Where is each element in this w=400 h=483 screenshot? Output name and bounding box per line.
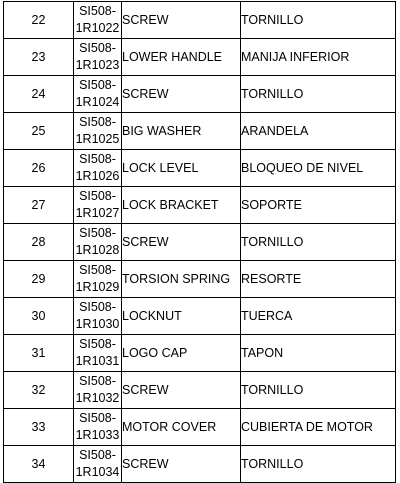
item-number-cell: 28: [4, 224, 74, 261]
part-number-cell: [74, 224, 122, 261]
item-number-cell: 29: [4, 261, 74, 298]
part-number-cell: [74, 150, 122, 187]
spanish-description-cell: RESORTE: [241, 261, 396, 298]
spanish-description-cell: BLOQUEO DE NIVEL: [241, 150, 396, 187]
table-row: [4, 409, 396, 446]
item-number-cell: 27: [4, 187, 74, 224]
part-number-cell: [74, 372, 122, 409]
english-description-cell: LOCK LEVEL: [122, 150, 241, 187]
part-number-prefix: SI508-: [79, 263, 116, 277]
part-number-cell: [74, 261, 122, 298]
part-number-prefix: SI508-: [79, 300, 116, 314]
part-number-prefix: SI508-: [79, 337, 116, 351]
english-description-cell: SCREW: [122, 2, 241, 39]
spanish-description-cell: MANIJA INFERIOR: [241, 39, 396, 76]
part-number-suffix: 1R1022: [75, 21, 120, 35]
part-number-suffix: 1R1033: [75, 428, 120, 442]
item-number-cell: 33: [4, 409, 74, 446]
english-description-cell: BIG WASHER: [122, 113, 241, 150]
item-number-cell: 32: [4, 372, 74, 409]
part-number-prefix: SI508-: [79, 411, 116, 425]
part-number-suffix: 1R1034: [75, 465, 120, 479]
part-number-prefix: SI508-: [79, 226, 116, 240]
table-row: [4, 335, 396, 372]
part-number-cell: [74, 298, 122, 335]
part-number-suffix: 1R1031: [75, 354, 120, 368]
table-row: [4, 150, 396, 187]
part-number-cell: [74, 446, 122, 483]
item-number-cell: 30: [4, 298, 74, 335]
part-number-cell: [74, 2, 122, 39]
item-number-cell: 22: [4, 2, 74, 39]
part-number-prefix: SI508-: [79, 78, 116, 92]
part-number-suffix: 1R1026: [75, 169, 120, 183]
english-description-cell: LOCK BRACKET: [122, 187, 241, 224]
english-description-cell: LOWER HANDLE: [122, 39, 241, 76]
english-description-cell: SCREW: [122, 372, 241, 409]
part-number-cell: [74, 76, 122, 113]
table-row: [4, 446, 396, 483]
spanish-description-cell: TORNILLO: [241, 372, 396, 409]
table-row: [4, 113, 396, 150]
part-number-suffix: 1R1025: [75, 132, 120, 146]
part-number-prefix: SI508-: [79, 152, 116, 166]
part-number-cell: [74, 335, 122, 372]
english-description-cell: SCREW: [122, 76, 241, 113]
item-number-cell: 24: [4, 76, 74, 113]
english-description-cell: MOTOR COVER: [122, 409, 241, 446]
part-number-cell: [74, 113, 122, 150]
part-number-prefix: SI508-: [79, 41, 116, 55]
table-row: [4, 298, 396, 335]
part-number-suffix: 1R1023: [75, 58, 120, 72]
item-number-cell: 23: [4, 39, 74, 76]
english-description-cell: SCREW: [122, 224, 241, 261]
table-row: [4, 76, 396, 113]
part-number-suffix: 1R1024: [75, 95, 120, 109]
part-number-suffix: 1R1029: [75, 280, 120, 294]
part-number-prefix: SI508-: [79, 4, 116, 18]
english-description-cell: LOGO CAP: [122, 335, 241, 372]
table-row: [4, 372, 396, 409]
spanish-description-cell: TORNILLO: [241, 2, 396, 39]
spanish-description-cell: TORNILLO: [241, 224, 396, 261]
table-row: [4, 39, 396, 76]
spanish-description-cell: TAPON: [241, 335, 396, 372]
parts-table-body: [4, 2, 396, 483]
part-number-suffix: 1R1032: [75, 391, 120, 405]
part-number-prefix: SI508-: [79, 189, 116, 203]
table-row: [4, 187, 396, 224]
part-number-suffix: 1R1027: [75, 206, 120, 220]
part-number-suffix: 1R1030: [75, 317, 120, 331]
item-number-cell: 34: [4, 446, 74, 483]
spanish-description-cell: ARANDELA: [241, 113, 396, 150]
part-number-prefix: SI508-: [79, 115, 116, 129]
item-number-cell: 31: [4, 335, 74, 372]
part-number-prefix: SI508-: [79, 374, 116, 388]
english-description-cell: TORSION SPRING: [122, 261, 241, 298]
spanish-description-cell: TORNILLO: [241, 76, 396, 113]
part-number-cell: [74, 409, 122, 446]
table-row: [4, 2, 396, 39]
part-number-cell: [74, 187, 122, 224]
table-row: [4, 261, 396, 298]
part-number-cell: [74, 39, 122, 76]
spanish-description-cell: SOPORTE: [241, 187, 396, 224]
spanish-description-cell: TUERCA: [241, 298, 396, 335]
english-description-cell: LOCKNUT: [122, 298, 241, 335]
parts-table: [3, 1, 396, 483]
spanish-description-cell: TORNILLO: [241, 446, 396, 483]
part-number-prefix: SI508-: [79, 448, 116, 462]
part-number-suffix: 1R1028: [75, 243, 120, 257]
table-row: [4, 224, 396, 261]
item-number-cell: 26: [4, 150, 74, 187]
spanish-description-cell: CUBIERTA DE MOTOR: [241, 409, 396, 446]
english-description-cell: SCREW: [122, 446, 241, 483]
item-number-cell: 25: [4, 113, 74, 150]
